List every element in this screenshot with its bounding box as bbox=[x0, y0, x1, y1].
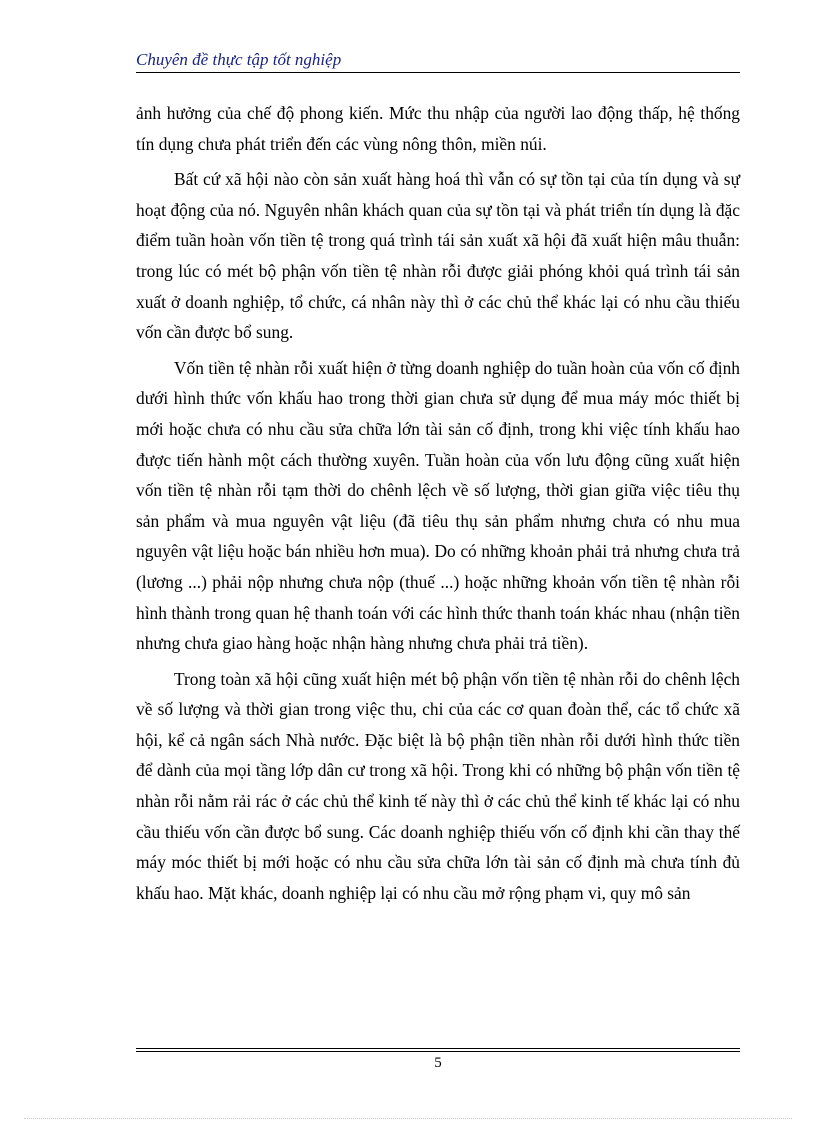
paragraph-1: ảnh hưởng của chế độ phong kiến. Mức thu nhập của người lao động thấp, hệ thống tín dụng chưa phát triển đến các vùng nông thôn, miền núi. bbox=[136, 103, 740, 154]
paragraph-3: Vốn tiền tệ nhàn rỗi xuất hiện ở từng doanh nghiệp do tuần hoàn của vốn cố định dưới hình thức vốn khấu hao trong thời gian chưa sử dụng để mua máy móc thiết bị mới hoặc chưa có nhu cầu sửa chữa lớn tài sản cố định, trong khi việc tính khấu hao được tiến hành một cách thường xuyên. Tuần hoàn của vốn lưu động cũng xuất hiện vốn tiền tệ nhàn rỗi tạm thời do chênh lệch về số lượng, thời gian giữa việc tiêu thụ sản phẩm và mua nguyên vật liệu (đã tiêu thụ sản phẩm nhưng chưa có nhu mua nguyên vật liệu hoặc bán nhiều hơn mua). Do có những khoản phải trả nhưng chưa trả (lương ...) phải nộp nhưng chưa nộp (thuế ...) hoặc những khoản vốn tiền tệ nhàn rỗi hình thành trong quan hệ thanh toán với các hình thức thanh toán khác nhau (nhận tiền nhưng chưa giao hàng hoặc nhận hàng nhưng chưa phải trả tiền). bbox=[136, 357, 740, 654]
page-number: 5 bbox=[434, 1055, 442, 1071]
paragraph-4: Trong toàn xã hội cũng xuất hiện mét bộ phận vốn tiền tệ nhàn rỗi do chênh lệch về số lượng và thời gian trong việc thu, chi của các cơ quan đoàn thể, các tổ chức xã hội, kể cả ngân sách Nhà nước. Đặc biệt là bộ phận tiền nhàn rỗi dưới hình thức tiền để dành của mọi tầng lớp dân cư trong xã hội. Trong khi có những bộ phận vốn tiền tệ nhàn rỗi nằm rải rác ở các chủ thể kinh tế này thì ở các chủ thể kinh tế khác lại có nhu cầu thiếu vốn cần được bổ sung. Các doanh nghiệp thiếu vốn cố định khi cần thay thế máy móc thiết bị mới hoặc có nhu cầu sửa chữa lớn tài sản cố định mà chưa tính đủ khấu hao. Mặt khác, doanh nghiệp lại có nhu cầu mở rộng phạm vi, quy mô sản bbox=[136, 668, 740, 903]
footer-rule-top bbox=[136, 1048, 740, 1049]
header-rule bbox=[136, 72, 740, 73]
footer-rule-bottom bbox=[136, 1051, 740, 1052]
body-text bbox=[136, 98, 740, 908]
paragraph-2: Bất cứ xã hội nào còn sản xuất hàng hoá thì vẫn có sự tồn tại của tín dụng và sự hoạt động của nó. Nguyên nhân khách quan của sự tồn tại và phát triển tín dụng là đặc điểm tuần hoàn vốn tiền tệ trong quá trình tái sản xuất xã hội đã xuất hiện mâu thuẫn: trong lúc có mét bộ phận vốn tiền tệ nhàn rỗi được giải phóng khỏi quá trình tái sản xuất ở doanh nghiệp, tổ chức, cá nhân này thì ở các chủ thể khác lại có nhu cầu thiếu vốn cần được bổ sung. bbox=[136, 169, 740, 343]
running-header: Chuyên đề thực tập tốt nghiệp bbox=[136, 50, 342, 69]
page-edge-divider bbox=[24, 1118, 792, 1119]
